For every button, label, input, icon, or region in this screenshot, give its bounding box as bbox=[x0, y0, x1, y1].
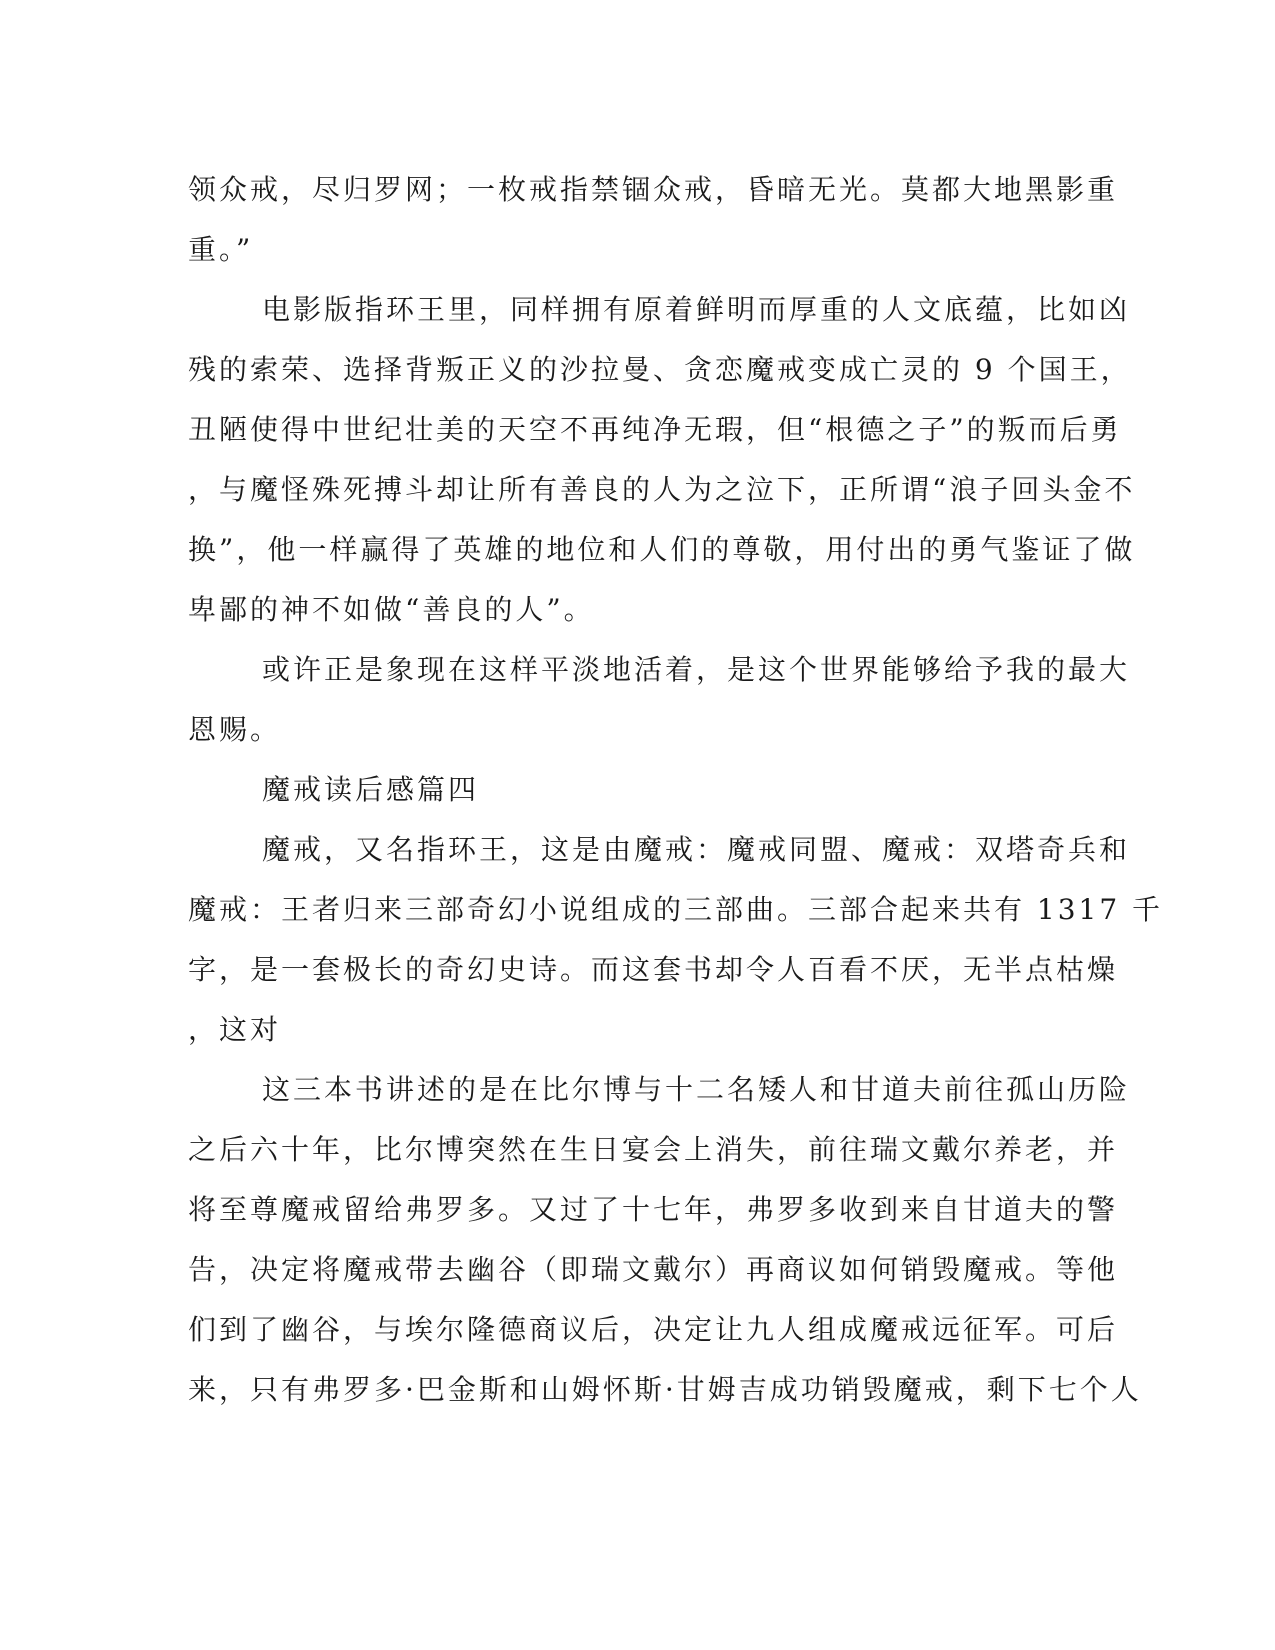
text-line: 丑陋使得中世纪壮美的天空不再纯净无瑕，但“根德之子”的叛而后勇 bbox=[188, 413, 1122, 446]
paragraph-start-line: 或许正是象现在这样平淡地活着，是这个世界能够给予我的最大 bbox=[262, 653, 1131, 686]
text-line: 卑鄙的神不如做“善良的人”。 bbox=[188, 593, 595, 626]
text-line: 字，是一套极长的奇幻史诗。而这套书却令人百看不厌，无半点枯燥 bbox=[188, 953, 1119, 986]
text-line: 告，决定将魔戒带去幽谷（即瑞文戴尔）再商议如何销毁魔戒。等他 bbox=[188, 1253, 1119, 1286]
paragraph-start-line: 这三本书讲述的是在比尔博与十二名矮人和甘道夫前往孤山历险 bbox=[262, 1073, 1131, 1106]
text-line: 恩赐。 bbox=[188, 713, 282, 746]
text-line: 魔戒：王者归来三部奇幻小说组成的三部曲。三部合起来共有 1317 千 bbox=[188, 893, 1164, 926]
body-text bbox=[188, 160, 1164, 1420]
text-line: 换”，他一样赢得了英雄的地位和人们的尊敬，用付出的勇气鉴证了做 bbox=[188, 533, 1136, 566]
text-line: 来，只有弗罗多·巴金斯和山姆怀斯·甘姆吉成功销毁魔戒，剩下七个人 bbox=[188, 1373, 1142, 1406]
text-line: ，与魔怪殊死搏斗却让所有善良的人为之泣下，正所谓“浪子回头金不 bbox=[188, 473, 1136, 506]
text-line: 将至尊魔戒留给弗罗多。又过了十七年，弗罗多收到来自甘道夫的警 bbox=[188, 1193, 1119, 1226]
section-heading: 魔戒读后感篇四 bbox=[262, 773, 480, 806]
paragraph-start-line: 电影版指环王里，同样拥有原着鲜明而厚重的人文底蕴，比如凶 bbox=[262, 293, 1131, 326]
text-line: 之后六十年，比尔博突然在生日宴会上消失，前往瑞文戴尔养老，并 bbox=[188, 1133, 1119, 1166]
text-line: 重。” bbox=[188, 233, 254, 266]
paragraph-start-line: 魔戒，又名指环王，这是由魔戒：魔戒同盟、魔戒：双塔奇兵和 bbox=[262, 833, 1131, 866]
text-line: ，这对 bbox=[188, 1013, 282, 1046]
text-line: 们到了幽谷，与埃尔隆德商议后，决定让九人组成魔戒远征军。可后 bbox=[188, 1313, 1119, 1346]
text-line: 残的索荣、选择背叛正义的沙拉曼、贪恋魔戒变成亡灵的 9 个国王， bbox=[188, 353, 1132, 386]
text-line: 领众戒，尽归罗网；一枚戒指禁锢众戒，昏暗无光。莫都大地黑影重 bbox=[188, 173, 1119, 206]
